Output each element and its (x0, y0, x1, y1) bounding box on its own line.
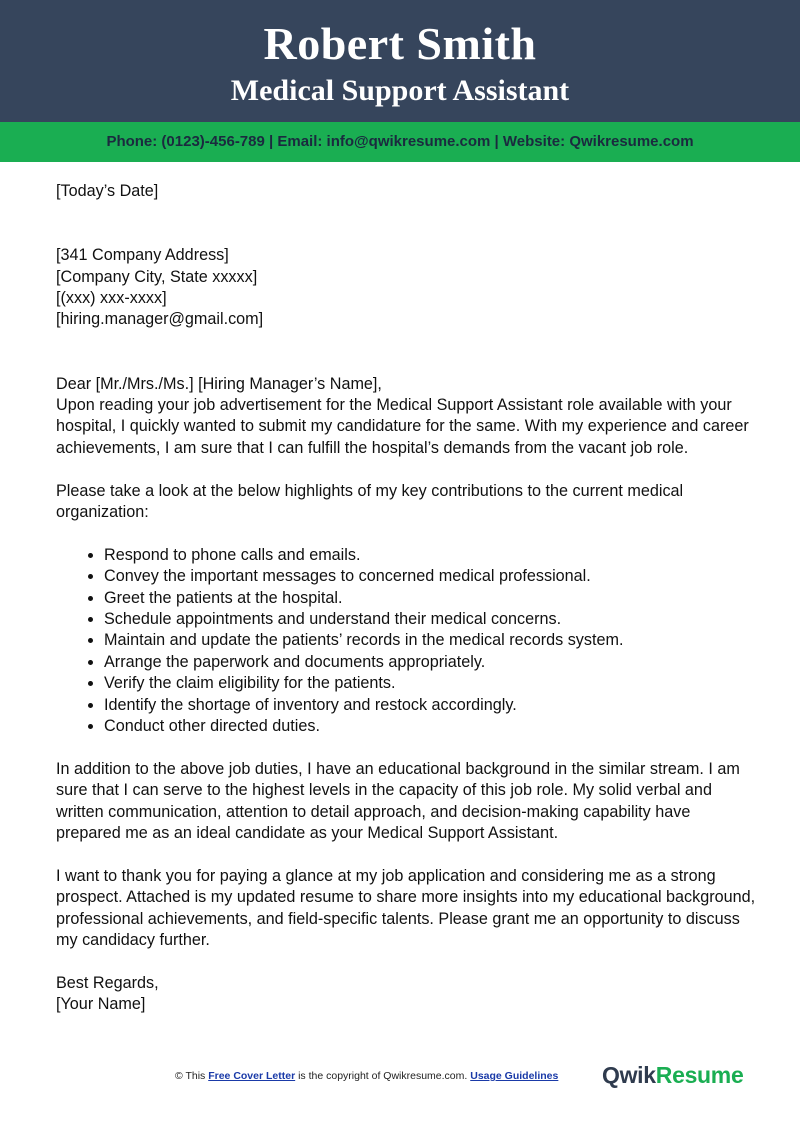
education-paragraph: In addition to the above job duties, I have an educational background in the similar stream. I am sure that I can serve to the highest levels in the capacity of this job role. My solid verbal and written communication, attention to detail approach, and decision-making capability have prepared me as an ideal candidate as your Medical Support Assistant. (56, 759, 740, 843)
address-line: [hiring.manager@gmail.com] (56, 310, 264, 329)
logo-part-resume: Resume (655, 1062, 744, 1088)
highlights-intro: Please take a look at the below highlights of my key contributions to the current medical organization: (56, 481, 684, 522)
logo-part-qwik: Qwik (602, 1062, 656, 1088)
intro-paragraph: Upon reading your job advertisement for the Medical Support Assistant role available with your hospital, I quickly wanted to submit my candidature for the same. With my experience and career achievements, I am sure that I can fulfill the hospital’s demands from the vacant job role. (56, 396, 749, 457)
copyright-notice (175, 1070, 558, 1082)
page-footer (0, 1062, 800, 1092)
letter-header (0, 0, 800, 122)
list-item: • Maintain and update the patients’ records in the medical records system. (104, 630, 756, 651)
list-item: • Conduct other directed duties. (104, 716, 756, 737)
address-line: [Company City, State xxxxx] (56, 267, 258, 286)
copyright-middle: is the copyright of Qwikresume.com. (295, 1070, 471, 1082)
signature: [Your Name] (56, 995, 146, 1014)
salutation: Dear [Mr./Mrs./Ms.] [Hiring Manager’s Name], (56, 374, 382, 393)
copyright-prefix: © This (175, 1070, 209, 1082)
letter-date: [Today’s Date] (56, 182, 159, 200)
contact-bar: Phone: (0123)-456-789 | Email: info@qwikresume.com | Website: Qwikresume.com (0, 122, 800, 162)
applicant-job-title: Medical Support Assistant (230, 74, 570, 107)
list-item: • Convey the important messages to concerned medical professional. (104, 566, 756, 587)
closing-paragraph: I want to thank you for paying a glance at my job application and considering me as a strong prospect. Attached is my updated resume to share more insights into my educational background, professional achievements, and field-specific talents. Please grant me an opportunity to discuss my candidacy further. (56, 866, 756, 950)
qwikresume-logo[interactable] (602, 1062, 743, 1089)
address-line: [(xxx) xxx-xxxx] (56, 289, 167, 307)
signoff: Best Regards, (56, 973, 159, 992)
free-cover-letter-link[interactable]: Free Cover Letter (208, 1070, 296, 1082)
list-item: • Respond to phone calls and emails. (104, 545, 756, 566)
list-item: • Verify the claim eligibility for the patients. (104, 673, 756, 694)
address-line: [341 Company Address] (56, 246, 229, 265)
letter-body (56, 181, 756, 1016)
list-item: • Arrange the paperwork and documents appropriately. (104, 652, 756, 673)
list-item: • Greet the patients at the hospital. (104, 588, 756, 609)
list-item: • Schedule appointments and understand their medical concerns. (104, 609, 756, 630)
list-item: • Identify the shortage of inventory and restock accordingly. (104, 695, 756, 716)
applicant-name: Robert Smith (263, 18, 537, 69)
usage-guidelines-link[interactable]: Usage Guidelines (470, 1070, 559, 1082)
duties-list (56, 545, 756, 738)
